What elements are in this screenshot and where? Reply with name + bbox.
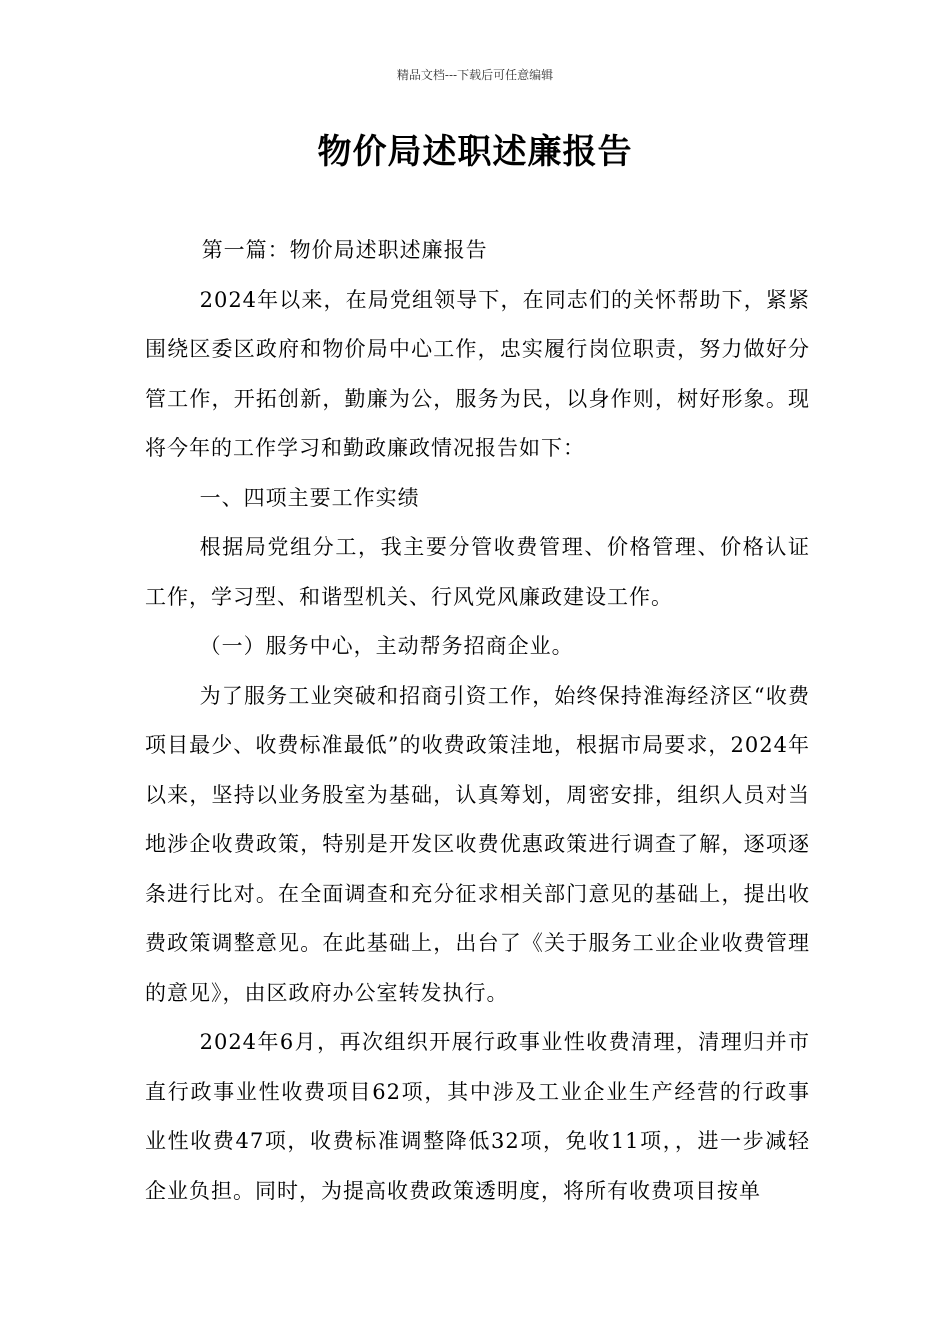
paragraph-section-heading: 第一篇：物价局述职述廉报告 — [201, 238, 488, 262]
paragraph-subheading-service: （一）服务中心，主动帮务招商企业。 — [199, 634, 574, 658]
document-body — [145, 226, 810, 1216]
header-note: 精品文档---下载后可任意编辑 — [396, 68, 554, 82]
paragraph-responsibilities: 根据局党组分工，我主要分管收费管理、价格管理、价格认证工作，学习型、和谐型机关、行风党风廉政建设工作。 — [145, 535, 810, 609]
paragraph-fee-cleanup: 2024年6月，再次组织开展行政事业性收费清理，清理归并市直行政事业性收费项目62项，其中涉及工业企业生产经营的行政事业性收费47项，收费标准调整降低32项，免收11项，，进一步减轻企业负担。同时，为提高收费政策透明度，将所有收费项目按单 — [145, 1030, 810, 1203]
paragraph-intro: 2024年以来，在局党组领导下，在同志们的关怀帮助下，紧紧围绕区委区政府和物价局中心工作，忠实履行岗位职责，努力做好分管工作，开拓创新，勤廉为公，服务为民，以身作则，树好形象。现将今年的工作学习和勤政廉政情况报告如下： — [145, 287, 810, 460]
paragraph-service-detail: 为了服务工业突破和招商引资工作，始终保持淮海经济区“收费项目最少、收费标准最低”的收费政策洼地，根据市局要求，2024年以来，坚持以业务股室为基础，认真筹划，周密安排，组织人员对当地涉企收费政策，特别是开发区收费优惠政策进行调查了解，逐项逐条进行比对。在全面调查和充分征求相关部门意见的基础上，提出收费政策调整意见。在此基础上，出台了《关于服务工业企业收费管理的意见》，由区政府办公室转发执行。 — [145, 683, 810, 1005]
document-title: 物价局述职述廉报告 — [317, 132, 633, 172]
paragraph-heading-main-work: 一、四项主要工作实绩 — [199, 485, 420, 510]
